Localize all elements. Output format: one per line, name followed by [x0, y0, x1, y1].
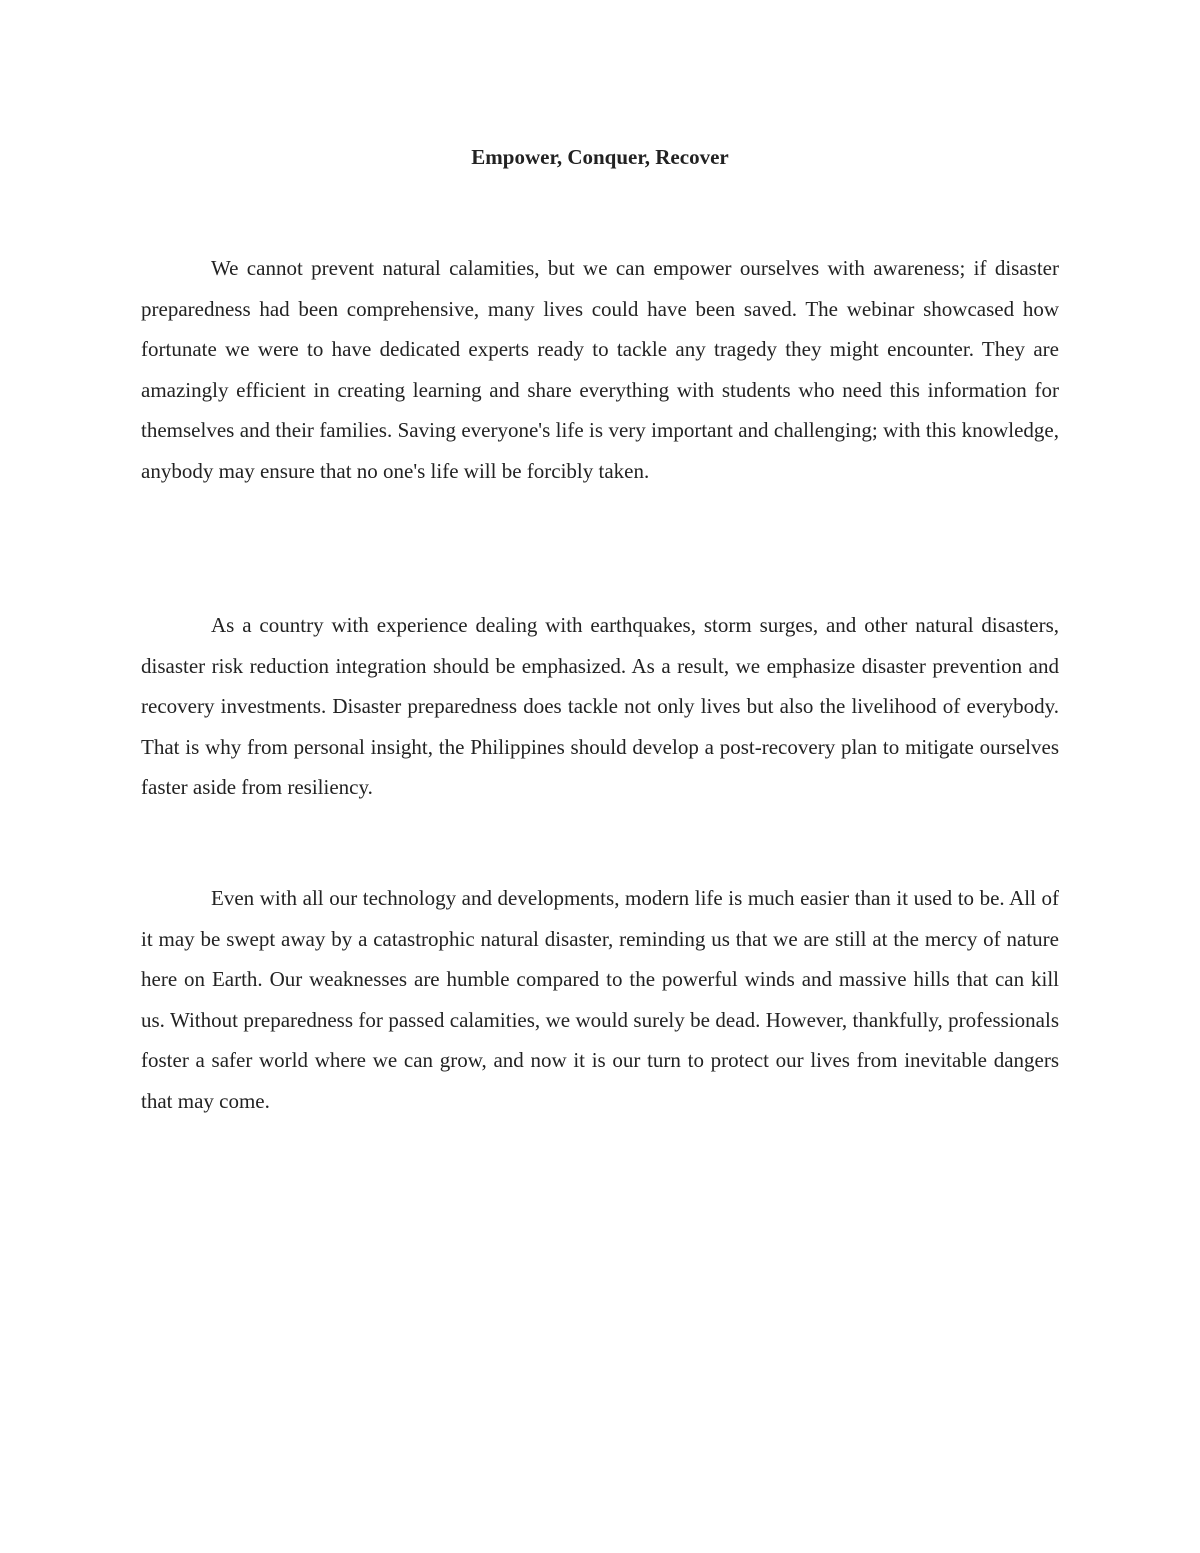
paragraph-3: Even with all our technology and developments, modern life is much easier than it used to be. All of it may be swept away by a catastrophic natural disaster, reminding us that we are still at the mercy of nature here on Earth. Our weaknesses are humble compared to the powerful winds and massive hills that can kill us. Without preparedness for passed calamities, we would surely be dead. However, thankfully, professionals foster a safer world where we can grow, and now it is our turn to protect our lives from inevitable dangers that may come. — [141, 886, 1059, 1113]
paragraph-1: We cannot prevent natural calamities, but we can empower ourselves with awareness; if disaster preparedness had been comprehensive, many lives could have been saved. The webinar showcased how fortunate we were to have dedicated experts ready to tackle any tragedy they might encounter. They are amazingly efficient in creating learning and share everything with students who need this information for themselves and their families. Saving everyone's life is very important and challenging; with this knowledge, anybody may ensure that no one's life will be forcibly taken. — [141, 256, 1059, 483]
paragraph-2: As a country with experience dealing with earthquakes, storm surges, and other natural disasters, disaster risk reduction integration should be emphasized. As a result, we emphasize disaster prevention and recovery investments. Disaster preparedness does tackle not only lives but also the livelihood of everybody. That is why from personal insight, the Philippines should develop a post-recovery plan to mitigate ourselves faster aside from resiliency. — [141, 613, 1059, 799]
document-title: Empower, Conquer, Recover — [471, 145, 729, 169]
